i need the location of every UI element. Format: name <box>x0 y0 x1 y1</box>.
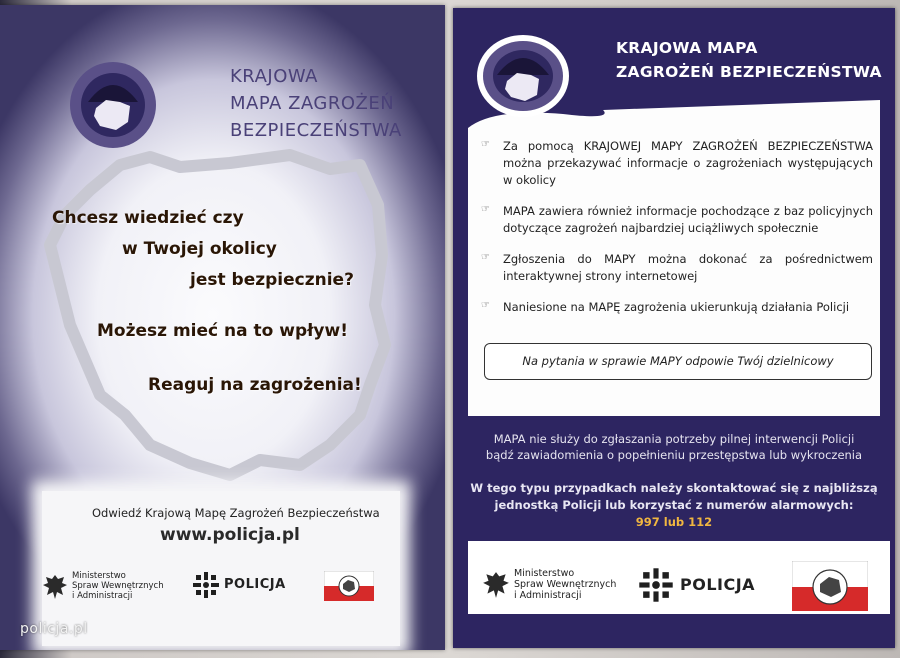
police-star-icon <box>192 571 220 599</box>
watermark: policja.pl <box>20 621 88 637</box>
leaflet-back <box>453 8 895 648</box>
ministry-name <box>514 568 616 601</box>
pointing-hand-icon: ☞ <box>481 300 490 311</box>
leaflet-front <box>0 5 445 650</box>
ministry-line: i Administracji <box>514 590 582 601</box>
ministry-logo <box>42 571 172 605</box>
react-text: Reaguj na zagrożenia! <box>148 375 362 395</box>
contact-line: W tego typu przypadkach należy skontaktować się z najbliższą <box>470 481 878 495</box>
ministry-line: Spraw Wewnętrznych <box>514 579 617 590</box>
eagle-icon <box>42 573 68 601</box>
ministry-line: Ministerstwo <box>514 568 575 579</box>
pointing-hand-icon: ☞ <box>481 252 490 263</box>
right-footer <box>468 541 890 614</box>
website-url: www.policja.pl <box>160 525 300 545</box>
contact-line: jednostką Policji lub korzystać z numerów alarmowych: <box>494 498 854 512</box>
right-title <box>616 36 886 84</box>
program-badge-icon <box>792 561 868 611</box>
question-line: w Twojej okolicy <box>122 239 277 259</box>
notice-text <box>453 431 895 463</box>
police-star-icon <box>638 567 674 603</box>
ministry-name <box>72 571 164 601</box>
program-badge-icon <box>324 571 374 601</box>
list-item-text: Zgłoszenia do MAPY można dokonać za pośrednictwem interaktywnej strony internetowej <box>503 252 873 283</box>
title-line: BEZPIECZEŃSTWA <box>230 120 402 141</box>
list-item-text: Za pomocą KRAJOWEJ MAPY ZAGROŻEŃ BEZPIECZEŃSTWA można przekazywać informacje o zagrożeniach występujących w okolicy <box>503 139 873 187</box>
kmzb-logo <box>68 60 158 150</box>
list-item-text: MAPA zawiera również informacje pochodzące z baz policyjnych dotyczące zagrożeń najbardziej uciążliwych społecznie <box>503 204 873 235</box>
notice-line: MAPA nie służy do zgłaszania potrzeby pilnej interwencji Policji <box>493 432 855 446</box>
influence-text: Możesz mieć na to wpływ! <box>97 321 348 341</box>
title-line: MAPA ZAGROŻEŃ <box>230 93 395 114</box>
title-line: KRAJOWA MAPA <box>616 39 758 57</box>
title-line: KRAJOWA <box>230 66 318 87</box>
title-line: ZAGROŻEŃ BEZPIECZEŃSTWA <box>616 63 882 81</box>
policja-logo <box>638 567 768 603</box>
policja-logo <box>192 571 302 601</box>
info-list <box>481 138 873 330</box>
poland-map-outline <box>30 145 410 485</box>
list-item-text: Naniesione na MAPĘ zagrożenia ukierunkują działania Policji <box>503 300 850 314</box>
visit-text: Odwiedź Krajową Mapę Zagrożeń Bezpieczeństwa <box>92 506 380 520</box>
policja-wordmark: POLICJA <box>224 577 286 592</box>
left-footer <box>42 491 400 646</box>
pointing-hand-icon: ☞ <box>481 204 490 215</box>
question-line: Chcesz wiedzieć czy <box>52 208 244 228</box>
contact-text <box>453 480 895 531</box>
list-item <box>481 203 873 237</box>
list-item <box>481 299 873 316</box>
ministry-line: Spraw Wewnętrznych <box>72 581 164 591</box>
policja-wordmark: POLICJA <box>680 575 756 594</box>
notice-line: bądź zawiadomienia o popełnieniu przestępstwa lub wykroczenia <box>485 448 863 462</box>
ministry-line: i Administracji <box>72 591 133 601</box>
list-item <box>481 251 873 285</box>
emergency-numbers: 997 lub 112 <box>635 515 713 529</box>
kmzb-logo <box>475 33 571 119</box>
answer-box <box>484 343 872 380</box>
list-item <box>481 138 873 189</box>
eagle-icon <box>482 570 510 600</box>
answer-text: Na pytania w sprawie MAPY odpowie Twój dzielnicowy <box>522 354 834 368</box>
ministry-line: Ministerstwo <box>72 571 126 581</box>
pointing-hand-icon: ☞ <box>481 139 490 150</box>
ministry-logo <box>482 568 632 604</box>
question-line: jest bezpiecznie? <box>190 270 354 290</box>
left-title <box>230 63 420 144</box>
